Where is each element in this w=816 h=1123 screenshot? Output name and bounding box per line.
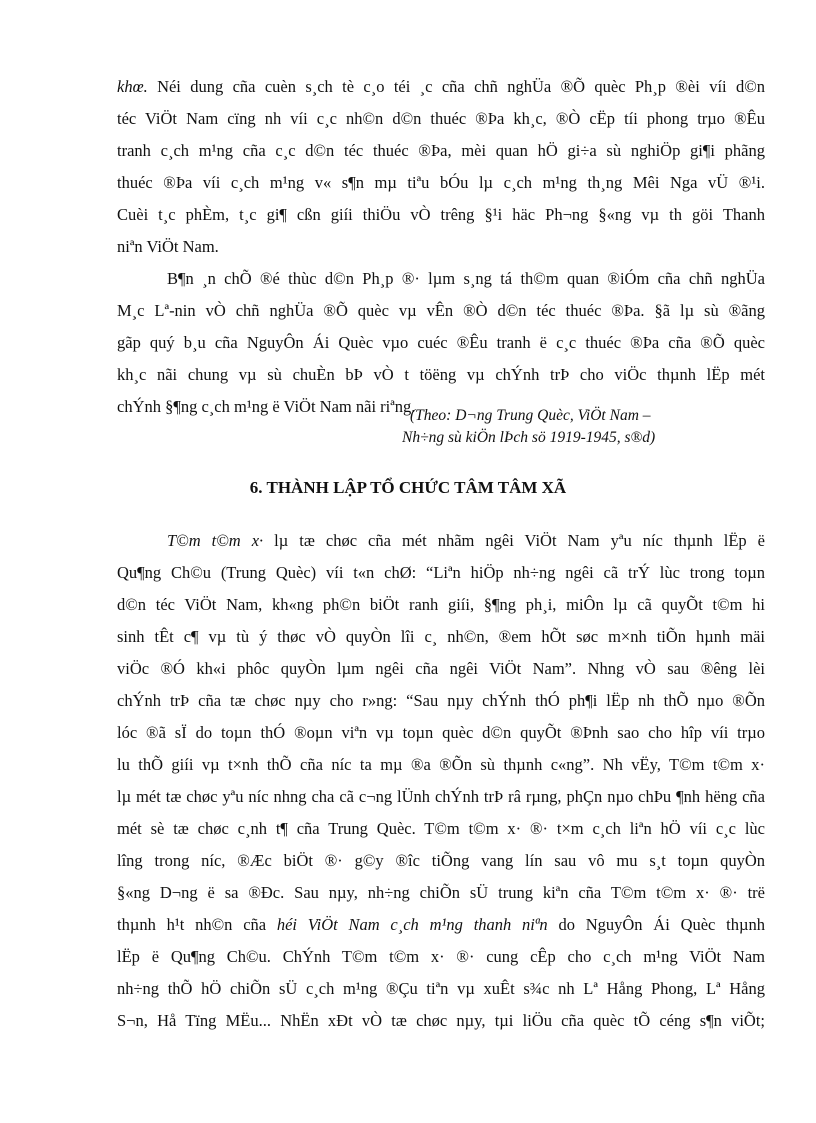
paragraph-line: kh¸c nãi chung vµ sù chuÈn bÞ vÒ t töëng vµ chÝnh trÞ cho viÖc thµnh lËp mét [117, 365, 765, 384]
paragraph-line: B¶n ¸n chÕ ®é thùc d©n Ph¸p ®· lµm s¸ng tá th©m quan ®iÓm cña chñ nghÜa [167, 269, 765, 288]
paragraph-line: tranh c¸ch m¹ng cña c¸c d©n téc thuéc ®Þa, mèi quan hÖ gi÷a sù nghiÖp gi¶i phãng [117, 141, 765, 160]
paragraph-line: S¬n, Hå Tïng MËu... NhËn xÐt vÒ tæ chøc nµy, tµi liÖu cña quèc tÕ céng s¶n viÕt; [117, 1011, 765, 1030]
paragraph-line: viÖc ®Ó kh«i phôc quyÒn lµm ngêi cña ngêi ViÖt Nam”. Nhng vÒ sau ®êng lèi [117, 659, 765, 678]
paragraph-line: lµ mét tæ chøc yªu níc nhng cha cã c¬ng lÜnh chÝnh trÞ râ rµng, phÇn nµo chÞu ¶nh hëng cña [117, 787, 765, 806]
citation-line: (Theo: D¬ng Trung Quèc, ViÖt Nam – [410, 407, 651, 424]
paragraph-line: thµnh h¹t nh©n cña héi ViÖt Nam c¸ch m¹ng thanh niªn do NguyÔn Ái Quèc thµnh [117, 915, 765, 934]
paragraph-line: lËp ë Qu¶ng Ch©u. ChÝnh T©m t©m x· ®· cung cÊp cho c¸ch m¹ng ViÖt Nam [117, 947, 765, 966]
paragraph-line: gãp quý b¸u cña NguyÔn Ái Quèc vµo cuéc ®Êu tranh ë c¸c thuéc ®Þa cña ®Õ quèc [117, 333, 765, 352]
paragraph-line: sinh tÊt c¶ vµ tù ý thøc vÒ quyÒn lîi c¸ nh©n, ®em hÕt søc m×nh tiÕn hµnh mäi [117, 627, 765, 646]
paragraph-line: chÝnh trÞ cña tæ chøc nµy cho r»ng: “Sau nµy chÝnh thÓ ph¶i lËp nh thÕ nµo ®Õn [117, 691, 765, 710]
paragraph-line: niªn ViÖt Nam. [117, 237, 219, 256]
paragraph-line: thuéc ®Þa víi c¸ch m¹ng v« s¶n mµ tiªu bÓu lµ c¸ch m¹ng th¸ng Mêi Nga vÜ ®¹i. [117, 173, 765, 192]
paragraph-line: lu thÕ giíi vµ t×nh thÕ cña níc ta mµ ®a ®Õn sù thµnh c«ng”. Nh vËy, T©m t©m x· [117, 755, 765, 774]
paragraph-line: chÝnh §¶ng c¸ch m¹ng ë ViÖt Nam nãi riªng. [117, 397, 416, 416]
paragraph-line: Cuèi t¸c phÈm, t¸c gi¶ cßn giíi thiÖu vÒ trêng §¹i häc Ph¬ng §«ng vµ th göi Thanh [117, 205, 765, 224]
paragraph-line: M¸c Lª-nin vÒ chñ nghÜa ®Õ quèc vµ vÊn ®Ò d©n téc thuéc ®Þa. §ã lµ sù ®ãng [117, 301, 765, 320]
paragraph-line: lîng trong níc, ®Æc biÖt ®· g©y ®îc tiÕng vang lín sau vô mu s¸t toµn quyÒn [117, 851, 765, 870]
paragraph-line: §«ng D¬ng ë sa ®Ðc. Sau nµy, nh÷ng chiÕn sÜ trung kiªn cña T©m t©m x· ®· trë [117, 883, 765, 902]
paragraph-line: nh÷ng thÕ hÖ chiÕn sÜ c¸ch m¹ng ®Çu tiªn vµ xuÊt s¾c nh Lª Hång Phong, Lª Hång [117, 979, 765, 998]
citation-line: Nh÷ng sù kiÖn lÞch sö 1919-1945, s®d) [402, 429, 656, 446]
section-heading: 6. THÀNH LẬP TỔ CHỨC TÂM TÂM XÃ [249, 478, 567, 497]
paragraph-line: lóc ®ã sÏ do toµn thÓ ®oµn viªn vµ toµn quèc d©n quyÕt ®Þnh sao cho hîp víi trµo [117, 723, 765, 742]
italic-word: T©m t©m x· [167, 531, 264, 550]
paragraph-line: khœ. Néi dung cña cuèn s¸ch tè c¸o téi ¸c cña chñ nghÜa ®Õ quèc Ph¸p ®èi víi d©n [117, 77, 765, 96]
paragraph-line: d©n téc ViÖt Nam, kh«ng ph©n biÖt ranh giíi, §¶ng ph¸i, miÔn lµ cã quyÕt t©m hi [117, 595, 765, 614]
italic-word: khœ. [117, 77, 148, 96]
paragraph-line: T©m t©m x· lµ tæ chøc cña mét nhãm ngêi ViÖt Nam yªu níc thµnh lËp ë [167, 531, 765, 550]
italic-phrase: héi ViÖt Nam c¸ch m¹ng thanh niªn [276, 915, 548, 934]
paragraph-line: Qu¶ng Ch©u (Trung Quèc) víi t«n chØ: “Liªn hiÖp nh÷ng ngêi cã trÝ lùc trong toµn [117, 563, 765, 582]
paragraph-line: mét sè tæ chøc c¸nh t¶ cña Trung Quèc. T©m t©m x· ®· t×m c¸ch liªn hÖ víi c¸c lùc [117, 819, 765, 838]
paragraph-line: téc ViÖt Nam cïng nh víi c¸c nh©n d©n thuéc ®Þa kh¸c, ®Ò cËp tíi phong trµo ®Êu [117, 109, 765, 128]
